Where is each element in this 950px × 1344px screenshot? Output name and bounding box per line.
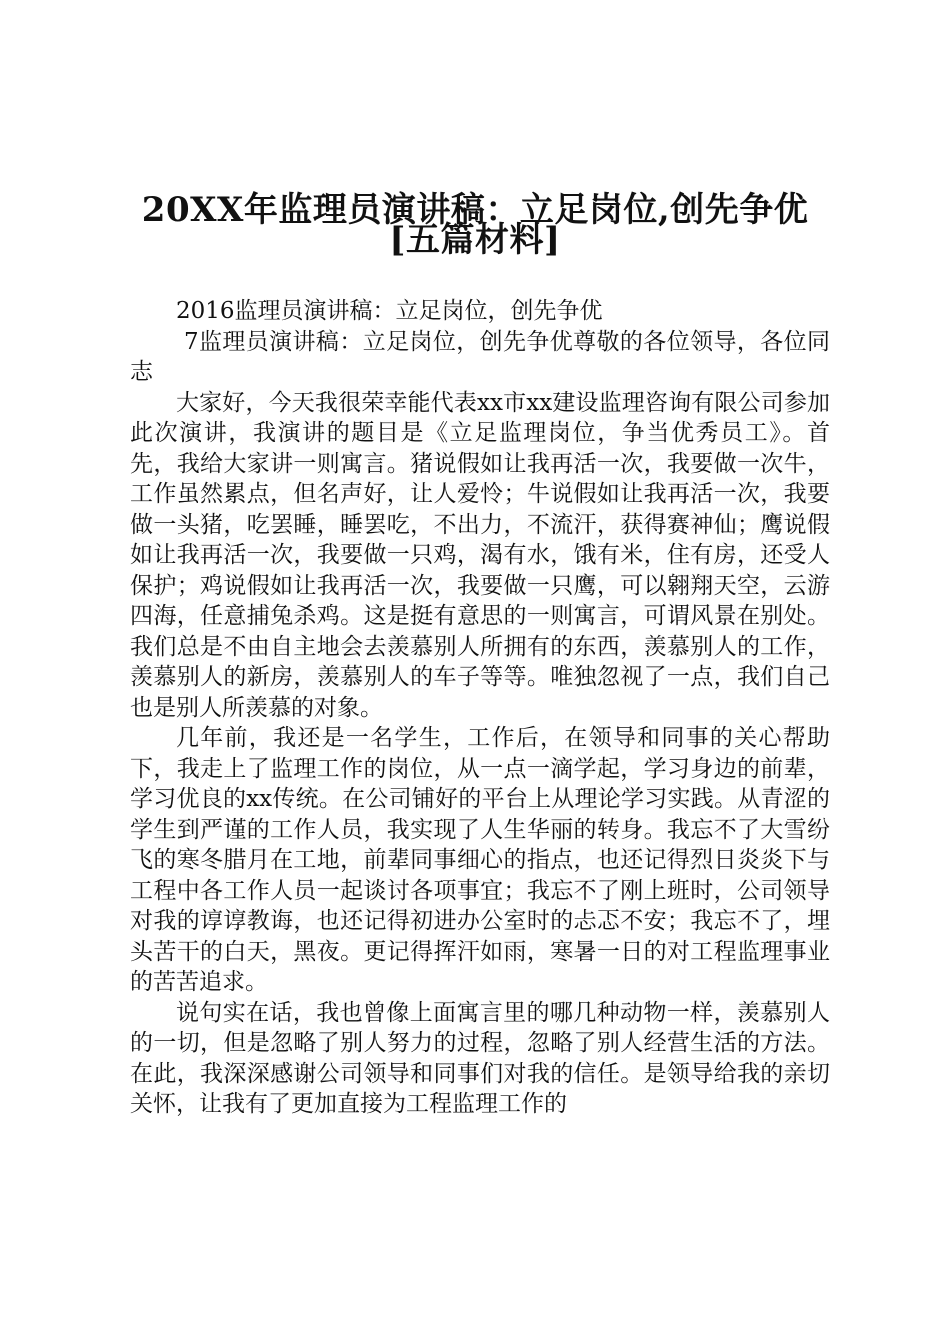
document-title-subtitle: [五篇材料] — [389, 220, 561, 260]
paragraph: 2016监理员演讲稿：立足岗位，创先争优 — [176, 298, 603, 324]
paragraph: 7监理员演讲稿：立足岗位，创先争优尊敬的各位领导，各位同志 — [130, 328, 830, 385]
document-title: 20XX年监理员演讲稿：立足岗位,创先争优 — [141, 190, 809, 230]
paragraph: 说句实在话，我也曾像上面寓言里的哪几种动物一样，羡慕别人的一切，但是忽略了别人努力的过程，忽略了别人经营生活的方法。在此，我深深感谢公司领导和同事们对我的信任。是领导给我的亲切关怀，让我有了更加直接为工程监理工作的 — [130, 999, 830, 1117]
paragraph: 大家好，今天我很荣幸能代表xx市xx建设监理咨询有限公司参加此次演讲，我演讲的题目是《立足监理岗位，争当优秀员工》。首先，我给大家讲一则寓言。猪说假如让我再活一次，我要做一次牛，工作虽然累点，但名声好，让人爱怜；牛说假如让我再活一次，我要做一头猪，吃罢睡，睡罢吃，不出力，不流汗，获得赛神仙；鹰说假如让我再活一次，我要做一只鸡，渴有水，饿有米，住有房，还受人保护；鸡说假如让我再活一次，我要做一只鹰，可以翱翔天空，云游四海，任意捕兔杀鸡。这是挺有意思的一则寓言，可谓风景在别处。我们总是不由自主地会去羡慕别人所拥有的东西，羡慕别人的工作，羡慕别人的新房，羡慕别人的车子等等。唯独忽视了一点，我们自己也是别人所羡慕的对象。 — [130, 389, 830, 721]
document-body — [130, 296, 830, 1120]
paragraph: 几年前，我还是一名学生，工作后，在领导和同事的关心帮助下，我走上了监理工作的岗位，从一点一滴学起，学习身边的前辈，学习优良的xx传统。在公司铺好的平台上从理论学习实践。从青涩的学生到严谨的工作人员，我实现了人生华丽的转身。我忘不了大雪纷飞的寒冬腊月在工地，前辈同事细心的指点，也还记得烈日炎炎下与工程中各工作人员一起谈讨各项事宜；我忘不了刚上班时，公司领导对我的谆谆教诲，也还记得初进办公室时的忐忑不安；我忘不了，埋头苦干的白天，黑夜。更记得挥汗如雨，寒暑一日的对工程监理事业的苦苦追求。 — [130, 725, 830, 995]
